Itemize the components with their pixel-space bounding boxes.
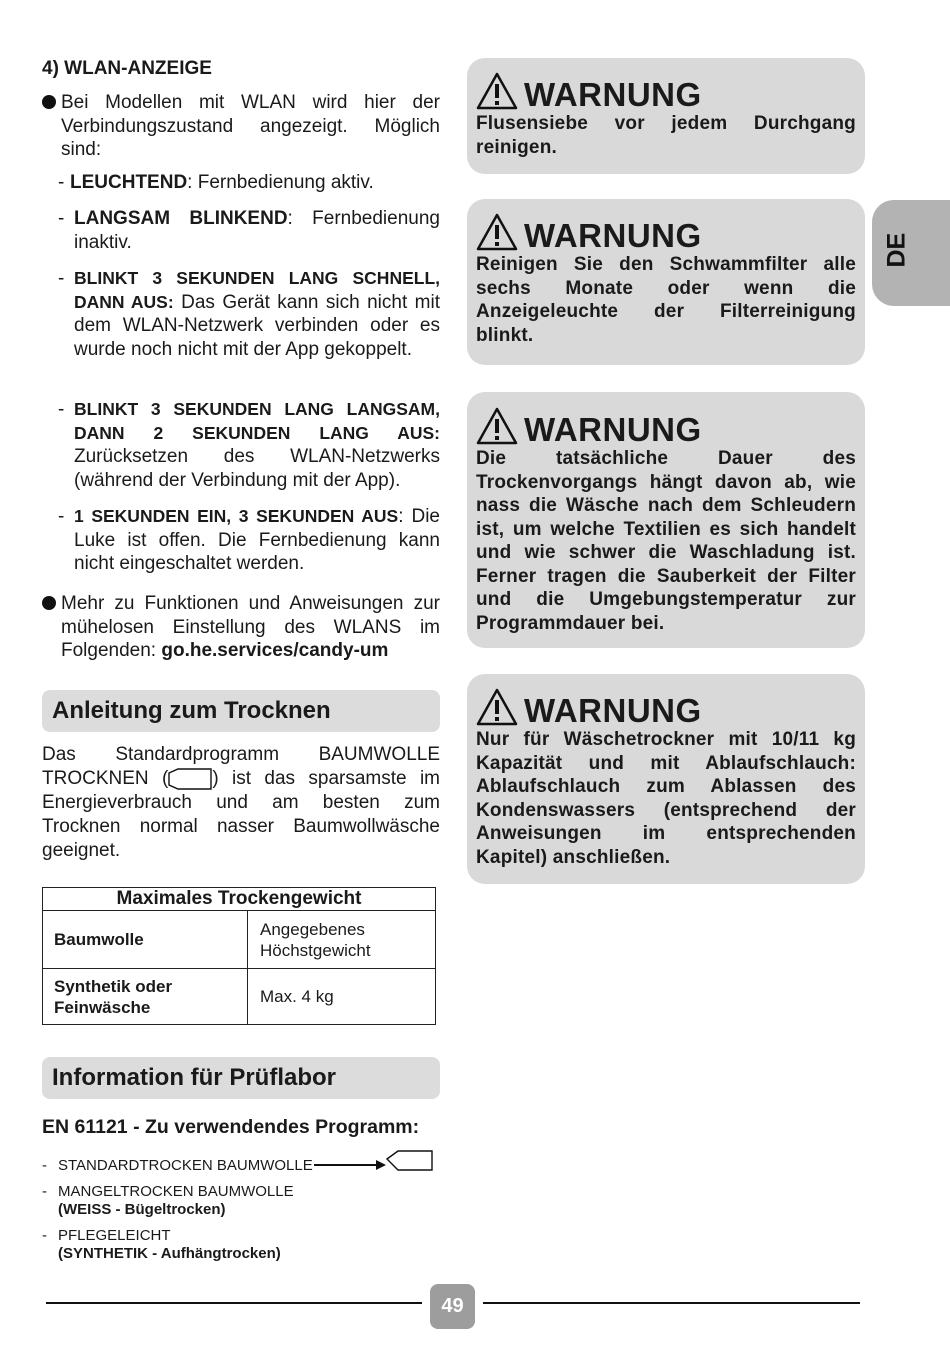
- wlan-item-4: [58, 398, 440, 492]
- language-tab-label: DE: [882, 232, 911, 268]
- bullet-dot-icon: [42, 596, 56, 610]
- warning-text: Nur für Wäschetrockner mit 10/11 kg Kapazität und mit Ablaufschlauch: Ablaufschlauch zum Ablassen des Kondenswassers (entsprechend der Anweisungen im entsprechenden Kapitel) anschließen.: [476, 729, 856, 868]
- wlan-item-1: [58, 171, 440, 195]
- footer-rule-left: [46, 1302, 422, 1304]
- program-item-3: [42, 1227, 442, 1263]
- program-name: MANGELTROCKEN BAUMWOLLE: [58, 1183, 294, 1200]
- trocknen-paragraph: [42, 743, 440, 863]
- warning-text: Reinigen Sie den Schwammfilter alle sechs Monate oder wenn die Anzeigeleuchte der Filterreinigung blinkt.: [476, 254, 856, 346]
- warning-title: WARNUNG: [524, 217, 702, 254]
- item-dash: -: [42, 1183, 47, 1200]
- item-label: BLINKT 3 SEKUNDEN LANG SCHNELL, DANN AUS:: [74, 268, 440, 312]
- program-sub: (SYNTHETIK - Aufhängtrocken): [58, 1245, 281, 1262]
- warning-triangle-icon: [476, 407, 518, 445]
- program-sub: (WEISS - Bügeltrocken): [58, 1201, 226, 1218]
- table-cell-type: Baumwolle: [43, 911, 248, 969]
- more-info-text: [61, 592, 440, 663]
- warning-header: [476, 401, 856, 447]
- table-cell-value-text: Angegebenes Höchstgewicht: [260, 919, 371, 960]
- item-text: Das Gerät kann sich nicht mit dem WLAN-Netzwerk verbinden oder es wurde noch nicht mit der App gekoppelt.: [74, 291, 440, 360]
- candy-link[interactable]: go.he.services/candy-um: [161, 640, 389, 661]
- warning-header: [476, 207, 856, 253]
- footer-rule-right: [483, 1302, 860, 1304]
- language-tab: [872, 200, 950, 306]
- drying-weight-table: [42, 887, 436, 1025]
- table-cell-value: [248, 911, 436, 969]
- warning-header: [476, 682, 856, 728]
- program-rectangle-icon: [168, 768, 212, 790]
- warning-box-2: [467, 199, 865, 365]
- program-item-2: [42, 1183, 442, 1219]
- warning-text: Flusensiebe vor jedem Durchgang reinigen.: [476, 113, 856, 158]
- wlan-item-3: [58, 267, 440, 361]
- warning-box-1: [467, 58, 865, 174]
- more-info-bullet: [42, 592, 440, 663]
- wlan-heading: 4) WLAN-ANZEIGE: [42, 58, 212, 79]
- table-row: [43, 969, 436, 1025]
- item-dash: -: [58, 268, 65, 289]
- wlan-item-2: [58, 207, 440, 254]
- warning-header: [476, 66, 856, 112]
- item-text: : Fernbedienung inaktiv.: [74, 208, 440, 253]
- trocknen-text-b: ) ist das sparsamste im Energieverbrauch und am besten zum Trocknen normal nasser Baumwollwäsche geeignet.: [42, 768, 440, 861]
- warning-triangle-icon: [476, 213, 518, 251]
- table-cell-type: [43, 969, 248, 1025]
- item-dash: -: [58, 506, 65, 527]
- item-text: : Fernbedienung aktiv.: [187, 172, 374, 193]
- table-row: [43, 911, 436, 969]
- table-cell-type-text: Synthetik oder Feinwäsche: [54, 976, 173, 1017]
- table-cell-value: Max. 4 kg: [248, 969, 436, 1025]
- item-text: Zurücksetzen des WLAN-Netzwerks (während der Verbindung mit der App).: [74, 446, 440, 491]
- section-heading-trocknen: Anleitung zum Trocknen: [42, 690, 440, 732]
- item-label: 1 SEKUNDEN EIN, 3 SEKUNDEN AUS: [74, 506, 399, 526]
- item-label: LANGSAM BLINKEND: [74, 208, 288, 229]
- warning-title: WARNUNG: [524, 76, 702, 113]
- trocknen-text-a: Das Standardprogramm BAUMWOLLE TROCKNEN (: [42, 744, 440, 789]
- item-dash: -: [42, 1227, 47, 1244]
- item-dash: -: [58, 172, 65, 193]
- more-info-sentence: Mehr zu Funktionen und Anweisungen zur mühelosen Einstellung des WLANS im Folgenden:: [61, 593, 440, 661]
- warning-triangle-icon: [476, 72, 518, 110]
- item-dash: -: [58, 399, 65, 420]
- arrow-right-icon: [312, 1148, 436, 1174]
- page-number: 49: [430, 1284, 475, 1329]
- warning-triangle-icon: [476, 688, 518, 726]
- warning-title: WARNUNG: [524, 692, 702, 729]
- table-header: Maximales Trockengewicht: [43, 888, 436, 911]
- wlan-bullet-text: Bei Modellen mit WLAN wird hier der Verbindungszustand angezeigt. Möglich sind:: [61, 92, 440, 160]
- item-text: : Die Luke ist offen. Die Fernbedienung kann nicht eingeschaltet werden.: [74, 506, 440, 574]
- bullet-dot-icon: [42, 95, 56, 109]
- item-dash: -: [58, 208, 65, 229]
- item-dash: -: [42, 1157, 47, 1174]
- warning-title: WARNUNG: [524, 411, 702, 448]
- warning-text: Die tatsächliche Dauer des Trockenvorgangs hängt davon ab, wie nass die Wäsche nach dem Schleudern ist, um welche Textilien es sich handelt und wie schwer die Waschladung ist. Ferner tragen die Sauberkeit der Filter und die Umgebungstemperatur zur Programmdauer bei.: [476, 448, 856, 634]
- program-name: STANDARDTROCKEN BAUMWOLLE: [58, 1157, 313, 1174]
- warning-box-4: [467, 674, 865, 884]
- wlan-item-5: [58, 505, 440, 576]
- item-label: BLINKT 3 SEKUNDEN LANG LANGSAM, DANN 2 SEKUNDEN LANG AUS:: [74, 399, 440, 443]
- program-name: PFLEGELEICHT: [58, 1227, 171, 1244]
- section-heading-labor: Information für Prüflabor: [42, 1057, 440, 1099]
- item-label: LEUCHTEND: [70, 172, 188, 193]
- warning-box-3: [467, 392, 865, 648]
- en-heading: EN 61121 - Zu verwendendes Programm:: [42, 1116, 420, 1138]
- wlan-bullet: [42, 91, 440, 162]
